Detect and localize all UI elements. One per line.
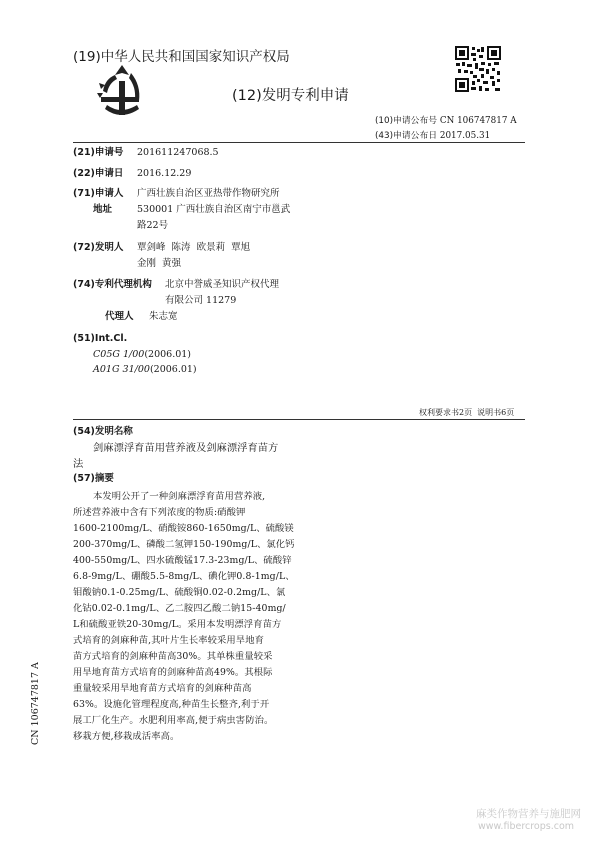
ipc-label: (51)Int.Cl. [73,333,128,344]
application-number-label: (21)申请号 [73,147,124,158]
invention-title-label: (54)发明名称 [73,426,133,437]
application-date-value: 2016.12.29 [137,168,192,179]
abstract-line: 化钴0.02-0.1mg/L、乙二胺四乙酸二钠15-40mg/ [73,603,286,614]
abstract-line: L和硫酸亚铁20-30mg/L。采用本发明漂浮育苗方 [73,619,282,630]
publication-number-row [375,113,517,126]
inventor-label: (72)发明人 [73,242,124,253]
inventor-row [73,241,250,254]
abstract-line: 钼酸钠0.1-0.25mg/L、硫酸铜0.02-0.2mg/L、氯 [73,587,286,598]
abstract-line: 6.8-9mg/L、硼酸5.5-8mg/L、碘化钾0.8-1mg/L、 [73,571,295,582]
qr-code-icon [455,46,501,92]
side-publication-code: CN 106747817 A [30,662,41,745]
agent-row [105,310,178,323]
agency-line2: 有限公司 11279 [165,295,237,306]
page-count-info: 权利要求书2页 说明书6页 [419,408,515,417]
agency-row [73,278,279,291]
address-row [93,203,290,216]
watermark-text: 麻类作物营养与施肥网 [476,808,581,820]
abstract-line: 式培育的剑麻种苗,其叶片生长率较采用旱地育 [73,635,264,646]
document-type: (12)发明专利申请 [232,88,349,104]
application-number-value: 201611247068.5 [137,147,219,158]
address-label: 地址 [93,204,113,215]
abstract-line: 1600-2100mg/L、硝酸铵860-1650mg/L、硫酸镁 [73,523,294,534]
abstract-line: 移栽方便,移栽成活率高。 [73,731,180,742]
inventor-line1: 覃剑峰 陈涛 欧景莉 覃旭 [137,242,251,253]
application-date-row [73,167,191,180]
applicant-label: (71)申请人 [73,188,124,199]
abstract-line: 展工厂化生产。水肥利用率高,便于病虫害防治。 [73,715,274,726]
ipc-row-2 [93,363,197,376]
biblio-divider [73,419,525,420]
abstract-line: 400-550mg/L、四水硫酸锰17.3-23mg/L、硫酸锌 [73,555,292,566]
inventor-line2: 金刚 黄强 [137,258,182,269]
abstract-line: 重量较采用旱地育苗方式培育的剑麻种苗高 [73,683,252,694]
agent-label: 代理人 [105,311,134,322]
application-number-row [73,146,219,159]
publication-date-row [375,128,490,141]
address-line2: 路22号 [137,220,169,231]
publication-date-value: 2017.05.31 [439,131,491,141]
agent-value: 朱志宽 [149,311,178,322]
application-date-label: (22)申请日 [73,168,124,179]
office-name: (19)中华人民共和国国家知识产权局 [73,49,290,65]
applicant-value: 广西壮族自治区亚热带作物研究所 [137,188,280,199]
invention-title-line2: 法 [73,458,84,470]
applicant-row [73,187,280,200]
agency-line1: 北京中誉威圣知识产权代理 [165,279,280,290]
agency-label: (74)专利代理机构 [73,279,152,290]
abstract-line: 苗方式培育的剑麻种苗高30%。其单株重量较采 [73,651,273,662]
abstract-label: (57)摘要 [73,473,114,484]
watermark-url: www.fibercrops.com [478,821,575,832]
publication-number-value: CN 106747817 A [439,116,517,126]
abstract-line: 本发明公开了一种剑麻漂浮育苗用营养液, [93,491,266,502]
header-divider [73,142,525,143]
ipc-code-2: A01G 31/00 [93,364,150,375]
ipc-code-1: C05G 1/00 [93,349,145,360]
abstract-line: 所述营养液中含有下列浓度的物质:硝酸钾 [73,507,246,518]
publication-number-label: (10)申请公布号 [375,116,438,126]
abstract-line: 用旱地育苗方式培育的剑麻种苗高49%。其根际 [73,667,273,678]
address-line1: 530001 广西壮族自治区南宁市邕武 [137,204,291,215]
ipc-version-1: (2006.01) [144,349,192,360]
ipc-row-1 [93,348,191,361]
abstract-line: 63%。设施化管理程度高,种苗生长整齐,利于开 [73,699,270,710]
abstract-line: 200-370mg/L、磷酸二氢钾150-190mg/L、氯化钙 [73,539,295,550]
invention-title-line1: 剑麻漂浮育苗用营养液及剑麻漂浮育苗方 [93,442,279,454]
cnipa-logo-icon [95,63,147,121]
ipc-version-2: (2006.01) [149,364,197,375]
publication-date-label: (43)申请公布日 [375,131,438,141]
